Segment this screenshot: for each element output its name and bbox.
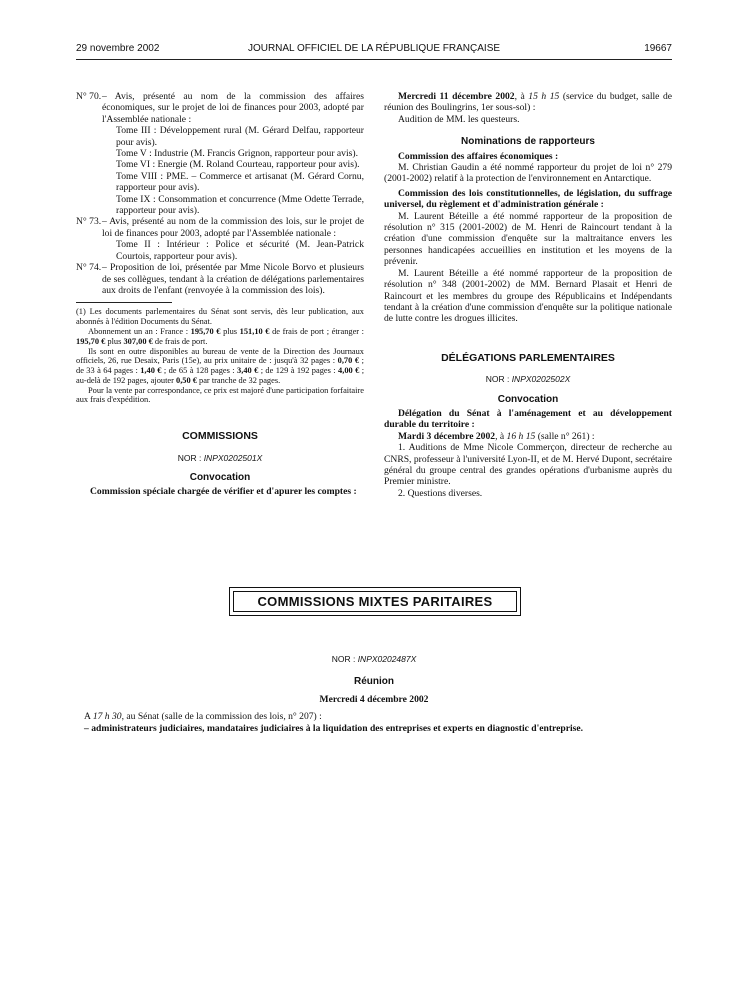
commissions-nor (76, 453, 364, 464)
item-74-text: – Proposition de loi, présentée par Mme Nicole Borvo et plusieurs de ses collègues, tendant à la création de délégations parlementaires aux droits de l'enfant (renvoyée à la commission des lois). (102, 262, 364, 296)
mercredi-a: , à (514, 91, 529, 102)
nomination-gaudin: M. Christian Gaudin a été nommé rapporteur du projet de loi n° 279 (2001-2002) relatif à la protection de l'environnement en Antarctique. (384, 162, 672, 185)
fn2-g: plus (105, 336, 124, 346)
fn2-a: Abonnement un an : France : (88, 326, 191, 336)
header-date: 29 novembre 2002 (76, 43, 160, 54)
cmp-banner (229, 587, 521, 616)
mardi-a: , à (495, 430, 507, 442)
item-70-tome-4: Tome VIII : PME. – Commerce et artisanat (M. Gérard Cornu, rapporteur pour avis). (116, 170, 364, 194)
nominations-title: Nominations de rapporteurs (461, 136, 595, 148)
item-73 (76, 216, 364, 239)
commission-speciale (76, 486, 364, 497)
fn3-b: 0,70 € (337, 356, 360, 366)
fn2-d: 151,10 € (239, 326, 270, 336)
cmp-line-1 (84, 711, 664, 722)
commissions-title: COMMISSIONS (182, 430, 258, 443)
fn3-a: Ils sont en outre disponibles au bureau de vente de la Direction des Journaux officiels, 26, rue Desaix, Paris (15e), au prix unitaire de : jusqu'à 32 pages : (76, 346, 364, 366)
footnote-1: (1) Les documents parlementaires du Sénat sont servis, dès leur publication, aux abonnés à l'édition Documents du Sénat. (76, 307, 364, 327)
mercredi-11 (384, 91, 672, 114)
cmp-line-a: A (84, 711, 93, 723)
fn3-c: ; de 33 à 64 pages : (76, 356, 364, 376)
fn3-f: 3,40 € (237, 366, 259, 376)
delegation-amenagement (384, 408, 672, 431)
fn2-c: plus (220, 326, 240, 336)
item-74 (76, 262, 364, 296)
deleg-point-2: 2. Questions diverses. (398, 487, 483, 499)
nor-label: NOR : (177, 452, 204, 463)
item-70-number: N° 70. (76, 91, 102, 102)
item-70 (76, 91, 364, 125)
cmp-line-2-text: – administrateurs judiciaires, mandataires judiciaires à la liquidation des entreprises et experts en diagnostic d'entreprise. (84, 722, 584, 734)
item-70-text: – Avis, présenté au nom de la commission des affaires économiques, sur le projet de loi de finances pour 2003, adopté par l'Assemblée nationale : (102, 91, 364, 125)
cmp-nor-label: NOR : (331, 654, 358, 664)
deleg-title: Délégation du Sénat à l'aménagement et au développement durable du territoire : (384, 407, 672, 431)
page-header (76, 43, 672, 57)
item-73-number: N° 73. (76, 216, 102, 228)
cmp-nor (84, 654, 664, 665)
nomination-beteille-1: M. Laurent Béteille a été nommé rapporteur de la proposition de résolution n° 315 (2001-2002) de M. Henri de Raincourt tendant à la création d'une commission d'enquête sur la maltraitance envers les personnes handicapées accueillies en institution et les moyens de la prévenir. (384, 210, 672, 268)
right-column (384, 91, 672, 499)
footnote-rule (76, 302, 172, 303)
fn2-f: 195,70 € (76, 336, 106, 346)
c2-title: Commission des lois constitutionnelles, de législation, du suffrage universel, du règlement et d'administration générale : (384, 187, 672, 211)
cmp-line-time: 17 h 30 (92, 711, 122, 723)
header-rule (76, 59, 672, 60)
commissions-convocation: Convocation (189, 472, 251, 484)
page-number: 19667 (644, 43, 672, 54)
fn3-e: ; de 65 à 128 pages : (161, 366, 238, 376)
mercredi-date: Mercredi 11 décembre 2002 (398, 91, 515, 102)
nor-code: INPX0202501X (203, 452, 263, 463)
mercredi-time: 15 h 15 (528, 91, 560, 102)
cmp-date-text: Mercredi 4 décembre 2002 (319, 693, 429, 705)
fn2-h: 307,00 € (123, 336, 153, 346)
cmp-line-2 (84, 723, 664, 734)
delegations-title: DÉLÉGATIONS PARLEMENTAIRES (441, 351, 615, 364)
item-74-number: N° 74. (76, 262, 102, 274)
fn3-g: ; de 129 à 192 pages : (258, 366, 339, 376)
item-70-tome-5: Tome IX : Consommation et concurrence (Mme Odette Terrade, rapporteur pour avis). (116, 193, 364, 217)
fn3-d: 1,40 € (140, 366, 162, 376)
delegations-nor (384, 374, 672, 385)
cmp-nor-code: INPX0202487X (357, 654, 417, 664)
fn3-j: 0,50 € (176, 375, 197, 385)
item-73-text: – Avis, présenté au nom de la commission des lois, sur le projet de loi de finances pour 2003, adopté par l'Assemblée nationale : (102, 216, 364, 239)
cmp-date (84, 694, 664, 705)
deleg-nor-label: NOR : (485, 374, 512, 385)
deleg-point-1: 1. Auditions de Mme Nicole Commerçon, directeur de recherche au CNRS, professeur à l'université Lyon-II, et de M. Hervé Dupont, secrétaire général du groupe central des grandes opérations d'urbanisme auprès du Premier ministre. (384, 442, 672, 488)
fn2-i: de frais de port. (152, 336, 208, 346)
fn3-i: ; au-delà de 192 pages, ajouter (76, 366, 365, 385)
mardi-date: Mardi 3 décembre 2002 (398, 430, 496, 442)
cmp-section (84, 654, 664, 734)
commission-speciale-text: Commission spéciale chargée de vérifier et d'apurer les comptes : (90, 485, 357, 497)
commission-affaires-eco (384, 151, 672, 162)
item-70-tome-3: Tome VI : Energie (M. Roland Courteau, rapporteur pour avis). (116, 159, 360, 171)
cmp-reunion: Réunion (354, 676, 394, 688)
item-73-tome-1: Tome II : Intérieur : Police et sécurité (M. Jean-Patrick Courtois, rapporteur pour avis). (116, 239, 364, 262)
fn2-b: 195,70 € (190, 326, 221, 336)
journal-title: JOURNAL OFFICIEL DE LA RÉPUBLIQUE FRANÇAISE (247, 43, 501, 54)
footnote-subscription (76, 327, 364, 347)
mardi-rest: (salle n° 261) : (535, 430, 595, 442)
cmp-line-b: , au Sénat (salle de la commission des lois, n° 207) : (121, 711, 322, 723)
commission-lois (384, 188, 672, 211)
nomination-beteille-2: M. Laurent Béteille a été nommé rapporteur de la proposition de résolution n° 348 (2001-2002) de MM. Bernard Plasait et Henri de Raincourt et les membres du groupe des Républicains et Indépendants tendant à la création d'une commission d'enquête sur la politique nationale de lutte contre les drogues illicites. (384, 267, 672, 325)
delegations-convocation: Convocation (497, 393, 559, 405)
deleg-nor-code: INPX0202502X (511, 374, 571, 385)
fn2-e: de frais de port ; étranger : (269, 326, 365, 336)
cmp-title: COMMISSIONS MIXTES PARITAIRES (233, 591, 517, 612)
audition-questeurs: Audition de MM. les questeurs. (398, 113, 520, 125)
mardi-3 (384, 431, 672, 442)
fn3-k: par tranche de 32 pages. (196, 375, 281, 385)
mardi-time: 16 h 15 (506, 430, 536, 442)
item-70-tome-1: Tome III : Développement rural (M. Gérard Delfau, rapporteur pour avis). (116, 125, 364, 148)
c1-title: Commission des affaires économiques : (398, 150, 559, 162)
left-column (76, 91, 364, 497)
fn3-h: 4,00 € (338, 366, 360, 376)
footnote-shipping: Pour la vente par correspondance, ce prix est majoré d'une participation forfaitaire aux frais d'expédition. (76, 385, 364, 405)
footnote-prices (76, 347, 364, 386)
item-70-tome-2: Tome V : Industrie (M. Francis Grignon, rapporteur pour avis). (116, 148, 358, 160)
mercredi-rest: (service du budget, salle de réunion des Boulingrins, 1er sous-sol) : (384, 91, 673, 114)
